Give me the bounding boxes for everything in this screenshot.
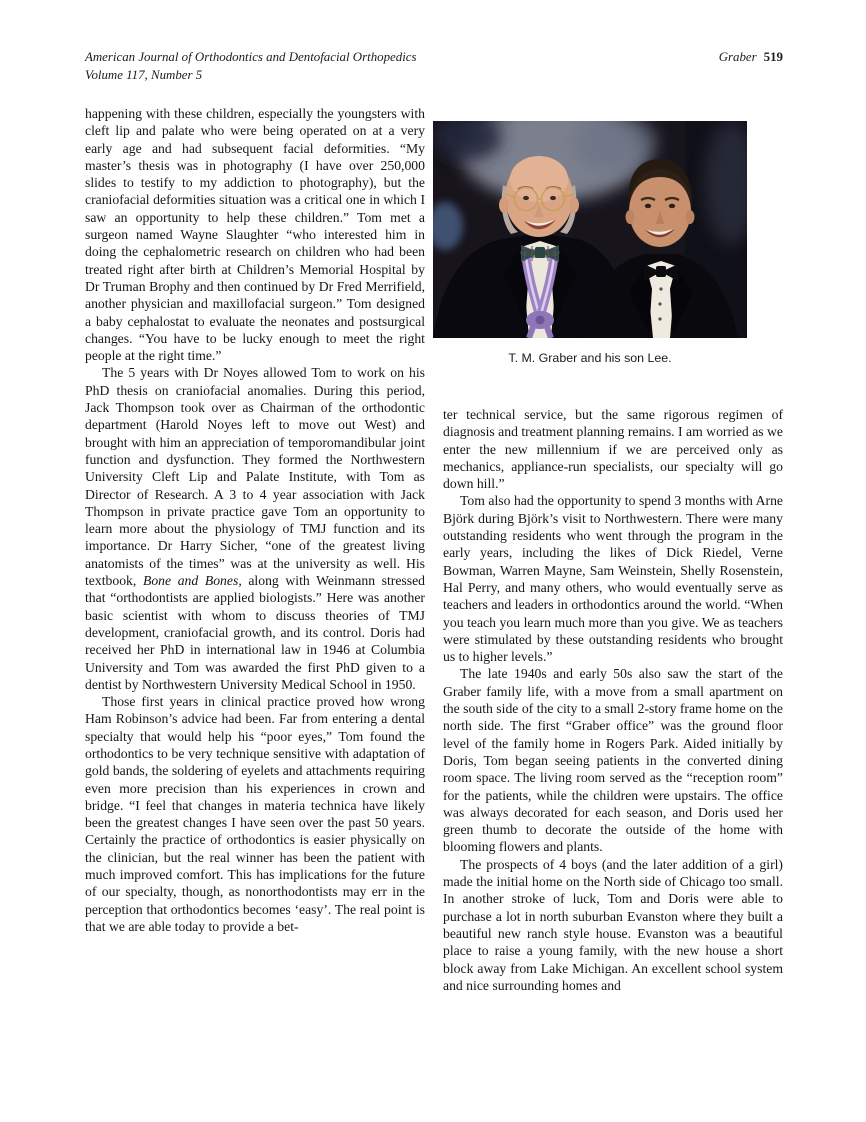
running-head-author-page <box>443 49 783 67</box>
journal-volume: Volume 117, Number 5 <box>85 67 203 82</box>
page-number: 519 <box>763 50 783 64</box>
photo-graber-and-son <box>433 121 747 338</box>
paragraph: happening with these children, especially the youngsters with cleft lip and palate who were being operated on at a very early age and had subsequent facial deformities. “My master’s thesis was in photography (I have over 250,000 slides to testify to my addiction to photography), but the craniofacial deformities situation was a critical one in which I saw an opportunity to help these children.” Tom met a surgeon named Wayne Slaughter “who interested him in doing the cephalometric research on children who had been treated right after birth at Children’s Memorial Hospital by Dr Truman Brophy and then continued by Dr Fred Merrifield, another physician and maxillofacial surgeon.” Tom designed a baby cephalostat to evaluate the neonates and postsurgical changes. “You have to be lucky enough to meet the right people at the right time.” <box>85 106 425 364</box>
paragraph: The late 1940s and early 50s also saw the start of the Graber family life, with a move from a small apartment on the south side of the city to a small 2-story frame home on the north side. The first “Graber office” was the ground floor level of the family home in Rogers Park. Aided initially by Doris, Tom began seeing patients in the converted dining room space. The living room served as the “reception room” for the patients, while the children were upstairs. The office was always decorated for each season, and Doris used her green thumb to decorate the outside of the home with blooming flowers and plants. <box>443 666 783 855</box>
article-left-column <box>85 105 425 935</box>
photo-illustration <box>433 121 747 338</box>
journal-title: American Journal of Orthodontics and Dentofacial Orthopedics <box>85 50 417 64</box>
paragraph: ter technical service, but the same rigorous regimen of diagnosis and treatment planning remains. I am worried as we enter the new millennium if we are perceived only as mechanics, appliance-run specialists, our specialty will go down hill.” <box>443 407 783 492</box>
paragraph: The prospects of 4 boys (and the later addition of a girl) made the initial home on the North side of Chicago too small. In another stroke of luck, Tom and Doris were able to purchase a lot in north suburban Evanston where they built a beautiful new ranch style house. Evanston was a beautiful place to raise a young family, with the new house a short block away from Lake Michigan. An excellent school system and nice surrounding homes and <box>443 856 783 993</box>
figure <box>433 121 747 366</box>
paragraph: Those first years in clinical practice proved how wrong Ham Robinson’s advice had been. Far from entering a dental specialty that would help his “poor eyes,” Tom found the orthodontics to be very technique sensitive with adaptation of gold bands, the soldering of eyelets and attachments requiring even more precision than his experiences in crown and bridge. “I feel that changes in materia technica have likely been the greatest changes I have seen over the past 50 years. Certainly the practice of orthodontics is easier physically on the clinician, but the real winner has been the patient with much improved comfort. This has implications for the future of our specialty, though, as nonorthodontists may err in the perception that orthodontics becomes ‘easy’. The real point is that we are able today to provide a bet- <box>85 694 425 934</box>
paragraph: The 5 years with Dr Noyes allowed Tom to work on his PhD thesis on craniofacial anomalies. During this period, Jack Thompson took over as Chairman of the orthodontic department (Harold Noyes left to move out West) and brought with him an appreciation of temporomandibular joint function and dysfunction. They formed the Northwestern University Cleft Lip and Palate Institute, with Tom as Director of Research. A 3 to 4 year association with Jack Thompson in private practice gave Tom an opportunity to learn more about the physiology of TMJ function and its importance. Dr Harry Sicher, “one of the greatest living anatomists of the times” was at the university as well. His textbook, Bone and Bones, along with Weinmann stressed that “orthodontists are applied biologists.” Here was another basic scientist with whom to discuss theories of TMJ development, craniofacial growth, and its control. Doris had received her PhD in international law in 1946 at Columbia University and Tom was awarded the first PhD given to a dentist by Northwestern University Medical School in 1950. <box>85 365 425 692</box>
paragraph: Tom also had the opportunity to spend 3 months with Arne Björk during Björk’s visit to Northwestern. There were many outstanding residents who went through the program in the early years, including the likes of Dick Riedel, Verne Bowman, Warren Mayne, Sam Weinstein, Shelly Rosenstein, Hal Perry, and many others, who would eventually serve as teachers and leaders in orthodontics around the world. “When you teach you learn much more than you give. We as teachers were stimulated by these outstanding residents who brought us to higher levels.” <box>443 493 783 665</box>
running-head-journal <box>85 49 417 84</box>
running-author: Graber <box>718 50 757 64</box>
figure-caption: T. M. Graber and his son Lee. <box>508 351 672 365</box>
article-right-column <box>443 406 783 994</box>
